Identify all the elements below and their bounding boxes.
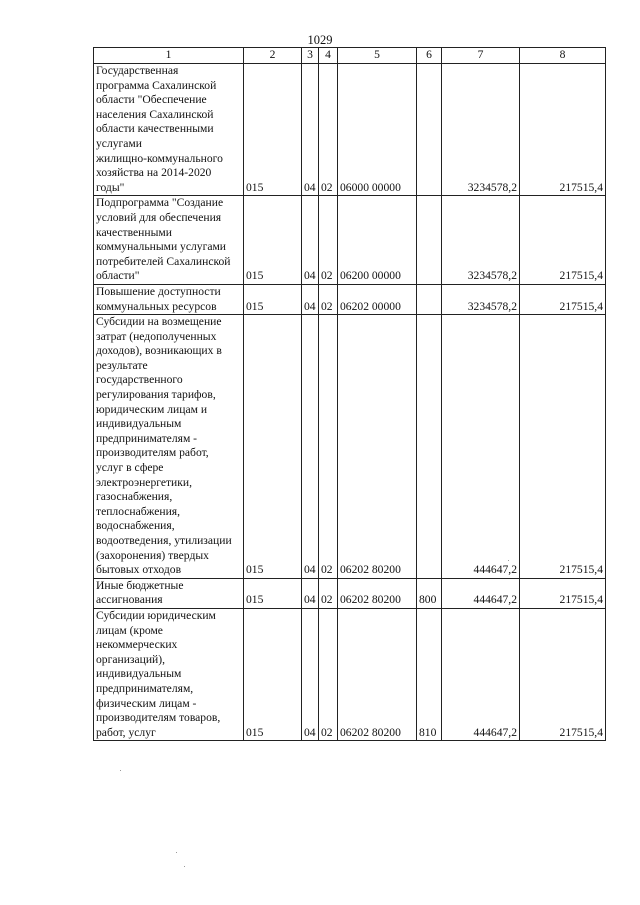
sum-col-7: 444647,2	[442, 578, 520, 608]
sum-col-8: 217515,4	[520, 196, 606, 285]
budget-table	[93, 47, 606, 741]
subsection-code: 02	[319, 196, 338, 285]
section-code: 04	[302, 284, 319, 314]
expense-type-code	[417, 64, 442, 196]
ministry-code: 015	[244, 578, 302, 608]
expense-type-code	[417, 196, 442, 285]
target-code: 06200 00000	[338, 196, 417, 285]
ministry-code: 015	[244, 315, 302, 579]
sum-col-7: 444647,2	[442, 608, 520, 740]
expense-type-code: 810	[417, 608, 442, 740]
sum-col-8: 217515,4	[520, 578, 606, 608]
column-header-6: 6	[417, 48, 442, 64]
ministry-code: 015	[244, 608, 302, 740]
column-header-7: 7	[442, 48, 520, 64]
sum-col-7: 3234578,2	[442, 196, 520, 285]
subsection-code: 02	[319, 64, 338, 196]
ministry-code: 015	[244, 284, 302, 314]
sum-col-8: 217515,4	[520, 315, 606, 579]
header-row	[94, 48, 606, 64]
row-name: Государственная программа Сахалинской области "Обеспечение населения Сахалинской области качественными услугами жилищно-коммунального хозяйства на 2014-2020 годы"	[94, 64, 244, 196]
table-row	[94, 608, 606, 740]
table-row	[94, 196, 606, 285]
column-header-3: 3	[302, 48, 319, 64]
scan-speck	[184, 866, 185, 867]
section-code: 04	[302, 196, 319, 285]
scan-speck	[508, 560, 509, 561]
row-name: Субсидии на возмещение затрат (недополученных доходов), возникающих в результате государственного регулирования тарифов, юридическим лицам и индивидуальным предпринимателям - производителям работ, услуг в сфере электроэнергетики, газоснабжения, теплоснабжения, водоснабжения, водоотведения, утилизации (захоронения) твердых бытовых отходов	[94, 315, 244, 579]
expense-type-code	[417, 315, 442, 579]
column-header-5: 5	[338, 48, 417, 64]
section-code: 04	[302, 608, 319, 740]
sum-col-8: 217515,4	[520, 284, 606, 314]
sum-col-7: 444647,2	[442, 315, 520, 579]
target-code: 06202 80200	[338, 608, 417, 740]
subsection-code: 02	[319, 284, 338, 314]
column-header-4: 4	[319, 48, 338, 64]
page-number: 1029	[307, 33, 333, 47]
column-header-8: 8	[520, 48, 606, 64]
table-row	[94, 315, 606, 579]
scan-speck	[120, 770, 121, 771]
expense-type-code	[417, 284, 442, 314]
table-row	[94, 284, 606, 314]
sum-col-8: 217515,4	[520, 64, 606, 196]
table-row	[94, 578, 606, 608]
sum-col-8: 217515,4	[520, 608, 606, 740]
scan-speck	[176, 852, 177, 853]
row-name: Иные бюджетные ассигнования	[94, 578, 244, 608]
subsection-code: 02	[319, 578, 338, 608]
target-code: 06202 00000	[338, 284, 417, 314]
row-name: Подпрограмма "Создание условий для обеспечения качественными коммунальными услугами потребителей Сахалинской области"	[94, 196, 244, 285]
section-code: 04	[302, 315, 319, 579]
subsection-code: 02	[319, 608, 338, 740]
column-header-2: 2	[244, 48, 302, 64]
table-row	[94, 64, 606, 196]
target-code: 06202 80200	[338, 315, 417, 579]
column-header-1: 1	[94, 48, 244, 64]
section-code: 04	[302, 578, 319, 608]
row-name: Повышение доступности коммунальных ресурсов	[94, 284, 244, 314]
ministry-code: 015	[244, 196, 302, 285]
row-name: Субсидии юридическим лицам (кроме некоммерческих организаций), индивидуальным предпринимателям, физическим лицам - производителям товаров, работ, услуг	[94, 608, 244, 740]
target-code: 06202 80200	[338, 578, 417, 608]
sum-col-7: 3234578,2	[442, 284, 520, 314]
subsection-code: 02	[319, 315, 338, 579]
ministry-code: 015	[244, 64, 302, 196]
target-code: 06000 00000	[338, 64, 417, 196]
sum-col-7: 3234578,2	[442, 64, 520, 196]
expense-type-code: 800	[417, 578, 442, 608]
section-code: 04	[302, 64, 319, 196]
